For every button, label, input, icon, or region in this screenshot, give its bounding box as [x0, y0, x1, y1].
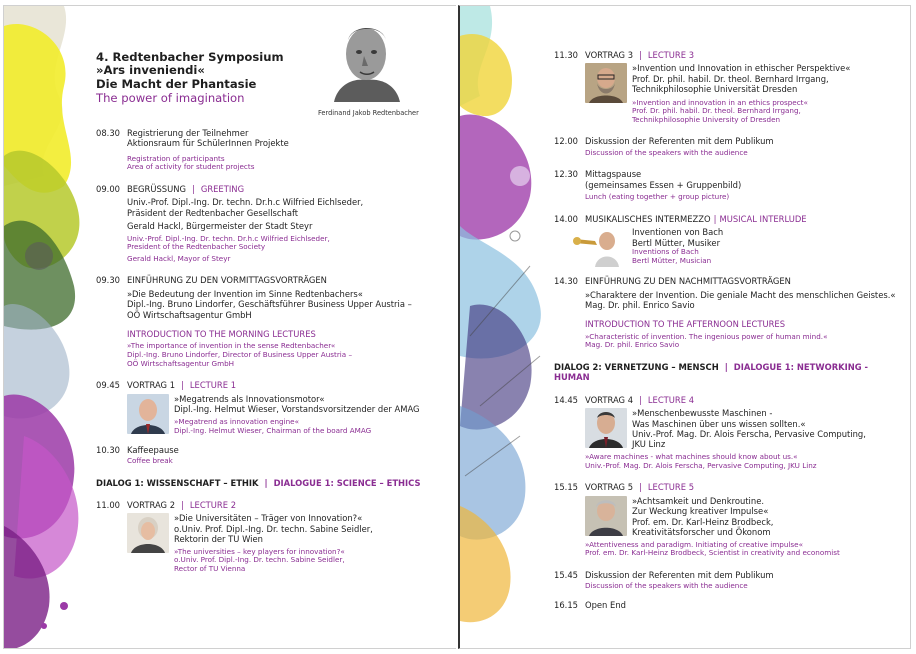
item-text: Open End: [585, 600, 626, 611]
left-page: [3, 5, 456, 649]
agenda-item-0830: [96, 128, 446, 172]
item-text: Zur Weckung kreativer Impulse«: [632, 506, 769, 517]
speaker-photo-irrgang: [585, 63, 627, 103]
item-text: Gerald Hackl, Bürgermeister der Stadt Steyr: [127, 221, 313, 232]
item-text: Bertl Mütter, Musiker: [632, 237, 721, 248]
section-head-en: GREETING: [200, 184, 245, 194]
title-line-4: The power of imagination: [96, 91, 245, 105]
time: 09.30: [96, 275, 120, 286]
time: 11.30: [554, 50, 578, 60]
item-text: »Megatrends als Innovationsmotor«: [174, 393, 325, 404]
item-text-en: »Characteristic of invention. The ingenious power of human mind.«: [585, 331, 828, 341]
item-text: Kaffeepause: [127, 444, 179, 455]
title-line-1: 4. Redtenbacher Symposium: [96, 50, 284, 64]
item-text-en: Registration of participants: [127, 153, 225, 163]
time: 14.00: [554, 213, 578, 224]
item-text: »Menschenbewusste Maschinen -: [632, 408, 773, 419]
item-text-en: o.Univ. Prof. Dipl.-Ing. Dr. techn. Sabine Seidler,: [174, 555, 345, 565]
item-text: Prof. em. Dr. Karl-Heinz Brodbeck,: [632, 516, 774, 527]
time: 15.45: [554, 570, 578, 581]
speaker-photo-seidler: [127, 513, 169, 553]
item-text: Diskussion der Referenten mit dem Publikum: [585, 136, 774, 147]
section-head-en: LECTURE 5: [647, 482, 695, 493]
dialog-2-heading: DIALOG 2: VERNETZUNG – MENSCH | DIALOGUE 1: NETWORKING - HUMAN: [554, 362, 869, 383]
item-text: »Die Universitäten – Träger von Innovation?«: [174, 513, 363, 524]
agenda-item-1230: [554, 169, 904, 201]
section-head: VORTRAG 1: [127, 380, 176, 391]
right-program: [554, 50, 904, 610]
item-text-en: Prof. em. Dr. Karl-Heinz Brodbeck, Scientist in creativity and economist: [585, 548, 840, 558]
portrait-caption: Ferdinand Jakob Redtenbacher: [318, 109, 419, 117]
agenda-item-1200: [554, 136, 904, 157]
section-head-en: LECTURE 3: [647, 50, 695, 60]
item-text-en: Discussion of the speakers with the audience: [585, 147, 748, 157]
item-text-en: Area of activity for student projects: [127, 162, 255, 172]
item-text-en: Dipl.-Ing. Helmut Wieser, Chairman of the board AMAG: [174, 426, 372, 436]
time: 14.45: [554, 394, 578, 405]
section-head: VORTRAG 2: [127, 500, 176, 511]
item-text: Registrierung der Teilnehmer: [127, 128, 249, 138]
time: 11.00: [96, 500, 120, 511]
item-text-en: »Attentiveness and paradigm. Initiating of creative impulse«: [585, 539, 803, 549]
item-text: Mittagspause: [585, 169, 642, 180]
section-head: VORTRAG 4: [585, 394, 634, 405]
item-text-en: Bertl Mütter, Musician: [632, 255, 712, 265]
item-text: Aktionsraum für SchülerInnen Projekte: [127, 138, 289, 149]
time: 12.00: [554, 136, 578, 147]
item-text-en: »The importance of invention in the sense Redtenbacher«: [127, 341, 336, 351]
section-head-en: LECTURE 2: [189, 500, 237, 511]
section-head-en: MUSICAL INTERLUDE: [719, 213, 807, 224]
time: 10.30: [96, 444, 120, 455]
item-text: »Die Bedeutung der Invention im Sinne Redtenbachers«: [127, 288, 363, 299]
item-text: »Charaktere der Invention. Die geniale Macht des menschlichen Geistes.«: [585, 289, 896, 300]
agenda-item-0930: [96, 275, 446, 368]
item-text-en: Rector of TU Vienna: [174, 563, 246, 573]
agenda-item-1130: 11.30 VORTRAG 3 | LECTURE 3 »Invention und Innovation in ethischer Perspektive« Prof. Dr. phil. habil. Dr. theol. Bernhard Irrgang, Technikphilosophie Universität Dresden »Invention and innovation in an ethics prospect« Prof. Dr. phil. habil. Dr. theol. Bernhard Irrgang, Technikphilosophie University of Dresden: [554, 50, 904, 124]
item-text-en: Dipl.-Ing. Bruno Lindorfer, Director of Business Upper Austria –: [127, 350, 353, 360]
time: 08.30: [96, 128, 120, 138]
item-text-en: Coffee break: [127, 456, 173, 466]
item-text: Prof. Dr. phil. habil. Dr. theol. Bernhard Irrgang,: [632, 73, 829, 84]
item-text: (gemeinsames Essen + Gruppenbild): [585, 179, 742, 190]
item-text-en: Mag. Dr. phil. Enrico Savio: [585, 340, 680, 350]
agenda-item-1545: [554, 570, 904, 591]
item-text: Inventionen von Bach: [632, 227, 724, 238]
section-head: BEGRÜSSUNG: [127, 184, 186, 194]
time: 16.15: [554, 600, 578, 611]
section-head: EINFÜHRUNG ZU DEN NACHMITTAGSVORTRÄGEN: [585, 276, 791, 287]
speaker-photo-ferscha: [585, 408, 627, 448]
item-text: Univ.-Prof. Dipl.-Ing. Dr. techn. Dr.h.c Wilfried Eichlseder,: [127, 197, 364, 208]
dialog-de: DIALOG 1: WISSENSCHAFT – ETHIK: [96, 477, 259, 488]
section-head-en: LECTURE 1: [189, 380, 237, 391]
item-text: JKU Linz: [632, 439, 666, 450]
section-head: VORTRAG 3: [585, 50, 634, 60]
time: 14.30: [554, 276, 578, 287]
agenda-item-1445: 14.45 VORTRAG 4 | LECTURE 4 »Menschenbewusste Maschinen - Was Maschinen über uns wissen sollten.« Univ.-Prof. Mag. Dr. Alois Ferscha, Pervasive Computing, JKU Linz »Aware machines - what machines should know about us.« Univ.-Prof. Mag. Dr. Alois Ferscha, Pervasive Computing, JKU Linz: [554, 395, 904, 471]
item-text: o.Univ. Prof. Dipl.-Ing. Dr. techn. Sabine Seidler,: [174, 523, 373, 534]
title-line-2: »Ars inveniendi«: [96, 63, 205, 77]
agenda-item-1400: 14.00 MUSIKALISCHES INTERMEZZO | MUSICAL INTERLUDE Inventionen von Bach Bertl Mütter, Musiker Inventions of Bach Bertl Mütter, Musician: [554, 214, 904, 267]
agenda-item-1030: [96, 445, 446, 466]
dialog-de: DIALOG 2: VERNETZUNG – MENSCH: [554, 362, 719, 373]
section-head-en: LECTURE 4: [647, 394, 695, 405]
right-page: [458, 5, 911, 649]
item-text: OÖ Wirtschaftsagentur GmbH: [127, 309, 252, 320]
item-text-en: OÖ Wirtschaftsagentur GmbH: [127, 358, 235, 368]
item-text: Mag. Dr. phil. Enrico Savio: [585, 300, 695, 311]
item-text: Rektorin der TU Wien: [174, 534, 263, 545]
item-text-en: »The universities – key players for innovation?«: [174, 546, 345, 556]
time: 09.45: [96, 380, 120, 391]
speaker-photo-brodbeck: [585, 496, 627, 536]
time: 09.00: [96, 184, 120, 194]
item-text: »Achtsamkeit und Denkroutine.: [632, 495, 765, 506]
time: 15.15: [554, 482, 578, 493]
dialog-en: DIALOGUE 1: NETWORKING - HUMAN: [554, 362, 869, 383]
section-head-en: INTRODUCTION TO THE MORNING LECTURES: [127, 329, 316, 340]
redtenbacher-portrait: [326, 20, 406, 102]
item-text-en: »Megatrend as innovation engine«: [174, 417, 299, 427]
section-head: MUSIKALISCHES INTERMEZZO: [585, 213, 711, 224]
speaker-photo-wieser: [127, 394, 169, 434]
symposium-title: [96, 50, 446, 128]
item-text-en: Univ.-Prof. Mag. Dr. Alois Ferscha, Pervasive Computing, JKU Linz: [585, 460, 817, 470]
decorative-paint-splash: [4, 6, 84, 649]
item-text: Was Maschinen über uns wissen sollten.«: [632, 418, 806, 429]
agenda-item-1430: [554, 276, 904, 350]
musician-photo-muetter: [573, 227, 625, 267]
item-text: Technikphilosophie Universität Dresden: [632, 84, 798, 95]
item-text-en: Inventions of Bach: [632, 247, 699, 257]
title-line-3: Die Macht der Phantasie: [96, 76, 257, 91]
item-text: »Invention und Innovation in ethischer Perspektive«: [632, 63, 851, 74]
item-text-en: Prof. Dr. phil. habil. Dr. theol. Bernhard Irrgang,: [632, 106, 801, 116]
left-program: [96, 50, 446, 573]
decorative-paint-splash: [460, 6, 548, 649]
item-text: Univ.-Prof. Mag. Dr. Alois Ferscha, Pervasive Computing,: [632, 429, 866, 440]
item-text: Präsident der Redtenbacher Gesellschaft: [127, 207, 299, 218]
item-text-en: Lunch (eating together + group picture): [585, 192, 730, 202]
agenda-item-1615: [554, 600, 904, 610]
item-text-en: President of the Redtenbacher Society: [127, 242, 266, 252]
item-text: Diskussion der Referenten mit dem Publikum: [585, 570, 774, 581]
item-text-en: Discussion of the speakers with the audience: [585, 581, 748, 591]
item-text-en: Technikphilosophie University of Dresden: [632, 114, 781, 124]
item-text-en: »Invention and innovation in an ethics prospect«: [632, 97, 808, 107]
time: 12.30: [554, 169, 578, 180]
item-text: Kreativitätsforscher und Ökonom: [632, 527, 771, 538]
agenda-item-1515: 15.15 VORTRAG 5 | LECTURE 5 »Achtsamkeit und Denkroutine. Zur Weckung kreativer Impulse« Prof. em. Dr. Karl-Heinz Brodbeck, Kreativitätsforscher und Ökonom »Attentiveness and paradigm. Initiating of creative impulse« Prof. em. Dr. Karl-Heinz Brodbeck, Scientist in creativity and economist: [554, 482, 904, 558]
section-head: VORTRAG 5: [585, 482, 634, 493]
item-text-en: Univ.-Prof. Dipl.-Ing. Dr. techn. Dr.h.c Wilfried Eichlseder,: [127, 233, 330, 243]
item-text: Dipl.-Ing. Bruno Lindorfer, Geschäftsführer Business Upper Austria –: [127, 299, 412, 310]
agenda-item-0900: 09.00 BEGRÜSSUNG | GREETING Univ.-Prof. Dipl.-Ing. Dr. techn. Dr.h.c Wilfried Eichlseder, Präsident der Redtenbacher Gesellschaft Gerald Hackl, Bürgermeister der Stadt Steyr Univ.-Prof. Dipl.-Ing. Dr. techn. Dr.h.c Wilfried Eichlseder, President of the Redtenbacher Society Gerald Hackl, Mayor of Steyr: [96, 184, 446, 263]
section-head: EINFÜHRUNG ZU DEN VORMITTAGSVORTRÄGEN: [127, 275, 327, 286]
agenda-item-0945: 09.45 VORTRAG 1 | LECTURE 1 »Megatrends als Innovationsmotor« Dipl.-Ing. Helmut Wieser, Vorstandsvorsitzender der AMAG »Megatrend as innovation engine« Dipl.-Ing. Helmut Wieser, Chairman of the board AMAG: [96, 380, 446, 435]
dialog-en: DIALOGUE 1: SCIENCE – ETHICS: [273, 477, 421, 488]
item-text-en: »Aware machines - what machines should know about us.«: [585, 452, 798, 462]
item-text-en: Gerald Hackl, Mayor of Steyr: [127, 253, 231, 263]
section-head-en: INTRODUCTION TO THE AFTERNOON LECTURES: [585, 319, 786, 330]
agenda-item-1100: 11.00 VORTRAG 2 | LECTURE 2 »Die Universitäten – Träger von Innovation?« o.Univ. Prof. Dipl.-Ing. Dr. techn. Sabine Seidler, Rektorin der TU Wien »The universities – key players for innovation?« o.Univ. Prof. Dipl.-Ing. Dr. techn. Sabine Seidler, Rector of TU Vienna: [96, 500, 446, 573]
dialog-1-heading: DIALOG 1: WISSENSCHAFT – ETHIK | DIALOGUE 1: SCIENCE – ETHICS: [96, 477, 421, 488]
item-text: Dipl.-Ing. Helmut Wieser, Vorstandsvorsitzender der AMAG: [174, 404, 420, 415]
